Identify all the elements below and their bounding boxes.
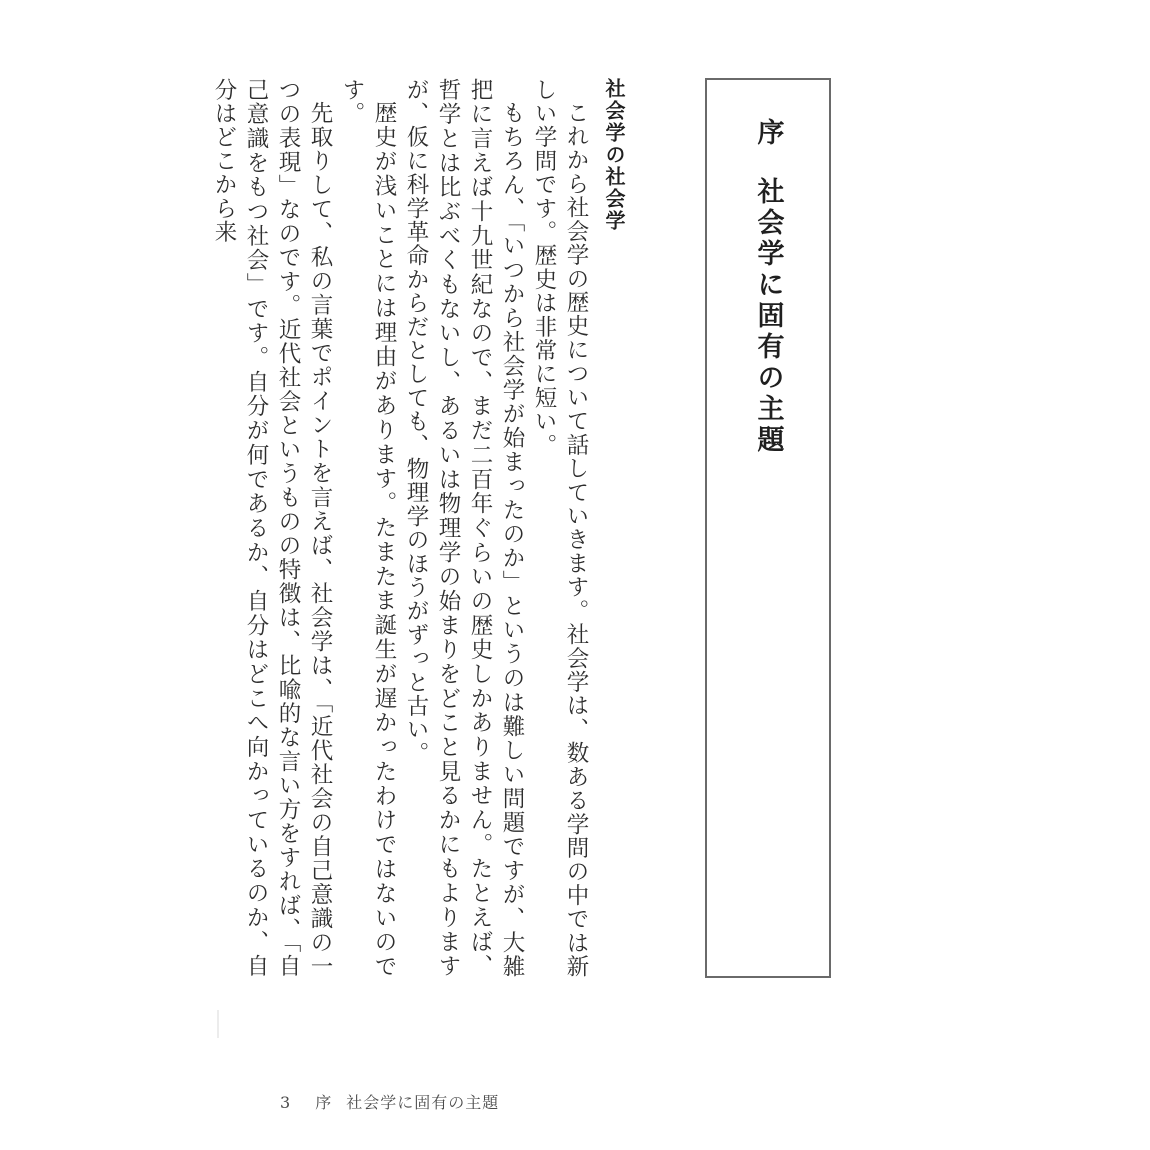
chapter-title — [707, 118, 829, 456]
chapter-title-box — [705, 78, 831, 978]
section-heading: 社会学の社会学 — [602, 78, 626, 232]
chapter-label: 序 — [752, 118, 784, 149]
paragraph: 先取りして、私の言葉でポイントを言えば、社会学は、「近代社会の自己意識の一つの表現」なのです。近代社会というものの特徴は、比喩的な言い方をすれば、「自己意識をもつ社会」です。自分が何であるか、自分はどこへ向かっているのか、自分はどこから来 — [211, 78, 333, 978]
paragraph: これから社会学の歴史について話していきます。社会学は、数ある学問の中では新しい学問です。歴史は非常に短い。 — [531, 78, 589, 978]
vertical-text-columns — [208, 78, 630, 978]
page-margin-mark — [217, 1010, 219, 1038]
running-footer — [280, 1090, 499, 1113]
page-number: 3 — [280, 1093, 292, 1112]
footer-chapter-label: 序 — [315, 1093, 333, 1112]
paragraph: もちろん、「いつから社会学が始まったのか」というのは難しい問題ですが、大雑把に言えば十九世紀なので、まだ二百年ぐらいの歴史しかありません。たとえば、哲学とは比ぶべくもないし、あるいは物理学の始まりをどこと見るかにもよりますが、仮に科学革命からだとしても、物理学のほうがずっと古い。 — [403, 78, 525, 978]
chapter-heading: 社会学に固有の主題 — [752, 177, 784, 456]
paragraph: 歴史が浅いことには理由があります。たまたま誕生が遅かったわけではないのです。 — [339, 78, 397, 978]
body-text — [211, 78, 630, 978]
footer-chapter-title: 社会学に固有の主題 — [346, 1093, 500, 1112]
